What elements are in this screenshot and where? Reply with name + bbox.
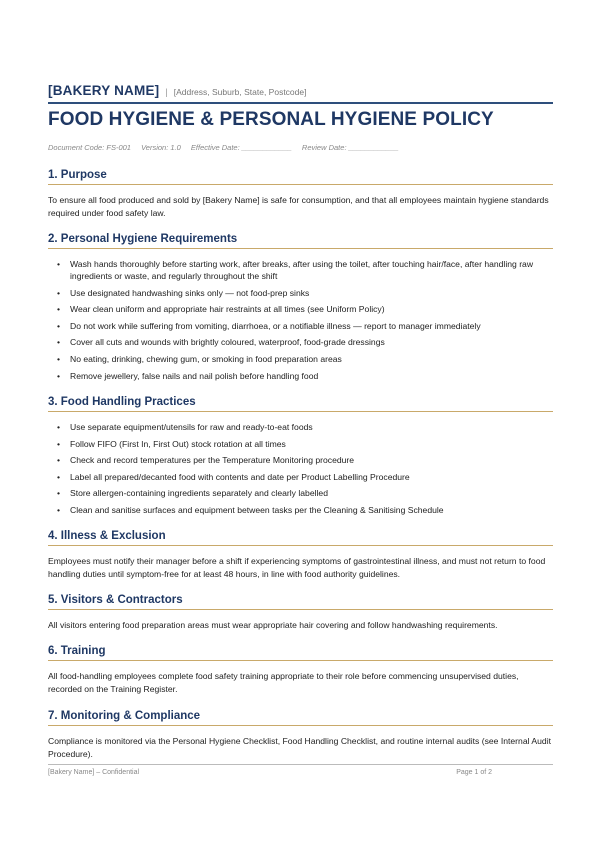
section-heading-personal-hygiene: 2. Personal Hygiene Requirements <box>48 233 553 249</box>
business-name: [BAKERY NAME] <box>48 83 160 98</box>
personal-hygiene-list <box>48 258 553 386</box>
header-separator: | <box>165 87 168 97</box>
letterhead <box>48 82 306 100</box>
list-item: • Check and record temperatures per the Temperature Monitoring procedure <box>48 454 553 466</box>
food-handling-list <box>48 421 553 521</box>
list-item: • Remove jewellery, false nails and nail polish before handling food <box>48 370 553 382</box>
list-item: • Cover all cuts and wounds with brightly coloured, waterproof, food-grade dressings <box>48 336 553 348</box>
list-item: • Follow FIFO (First In, First Out) stock rotation at all times <box>48 438 553 450</box>
effective-date: Effective Date: ____________ <box>190 143 292 152</box>
section-heading-training: 6. Training <box>48 645 553 661</box>
header-rule <box>48 102 553 104</box>
version: Version: 1.0 <box>141 143 181 152</box>
section-text-monitoring: Compliance is monitored via the Personal Hygiene Checklist, Food Handling Checklist, and routine internal audits (see Internal Audit Procedure). <box>48 736 552 759</box>
list-item: • No eating, drinking, chewing gum, or smoking in food preparation areas <box>48 353 553 365</box>
document-title: FOOD HYGIENE & PERSONAL HYGIENE POLICY <box>48 109 494 130</box>
list-item: • Do not work while suffering from vomiting, diarrhoea, or a notifiable illness — report to manager immediately <box>48 320 553 332</box>
footer-page-number: Page 1 of 2 <box>456 769 492 776</box>
section-text-visitors: All visitors entering food preparation areas must wear appropriate hair covering and follow handwashing requirements. <box>48 620 498 630</box>
document-meta <box>48 143 407 152</box>
section-text-training: All food-handling employees complete food safety training appropriate to their role before commencing unsupervised duties, recorded on the Training Register. <box>48 671 519 694</box>
section-text-purpose: To ensure all food produced and sold by [Bakery Name] is safe for consumption, and that all employees maintain hygiene standards required under food safety law. <box>48 195 549 218</box>
list-item: • Label all prepared/decanted food with contents and date per Product Labelling Procedure <box>48 471 553 483</box>
footer-confidential: [Bakery Name] – Confidential <box>48 769 140 776</box>
list-item: • Store allergen-containing ingredients separately and clearly labelled <box>48 487 553 499</box>
footer-rule <box>48 764 553 765</box>
document-code: Document Code: FS-001 <box>48 143 131 152</box>
section-heading-visitors: 5. Visitors & Contractors <box>48 594 553 610</box>
section-heading-food-handling: 3. Food Handling Practices <box>48 396 553 412</box>
list-item: • Use separate equipment/utensils for raw and ready-to-eat foods <box>48 421 553 433</box>
section-heading-purpose: 1. Purpose <box>48 169 553 185</box>
list-item: • Clean and sanitise surfaces and equipment between tasks per the Cleaning & Sanitising Schedule <box>48 504 553 516</box>
review-date: Review Date: ____________ <box>301 143 399 152</box>
list-item: • Wear clean uniform and appropriate hair restraints at all times (see Uniform Policy) <box>48 303 553 315</box>
list-item: • Wash hands thoroughly before starting work, after breaks, after using the toilet, after touching hair/face, after handling raw ingredients or waste, and regularly throughout the shift <box>48 258 553 282</box>
section-text-illness: Employees must notify their manager before a shift if experiencing symptoms of gastrointestinal illness, and must not return to food handling duties until symptom-free for at least 48 hours, in line with food authority guidelines. <box>48 556 546 579</box>
section-heading-monitoring: 7. Monitoring & Compliance <box>48 710 553 726</box>
business-address: [Address, Suburb, State, Postcode] <box>173 87 307 97</box>
list-item: • Use designated handwashing sinks only — not food-prep sinks <box>48 287 553 299</box>
section-heading-illness: 4. Illness & Exclusion <box>48 530 553 546</box>
